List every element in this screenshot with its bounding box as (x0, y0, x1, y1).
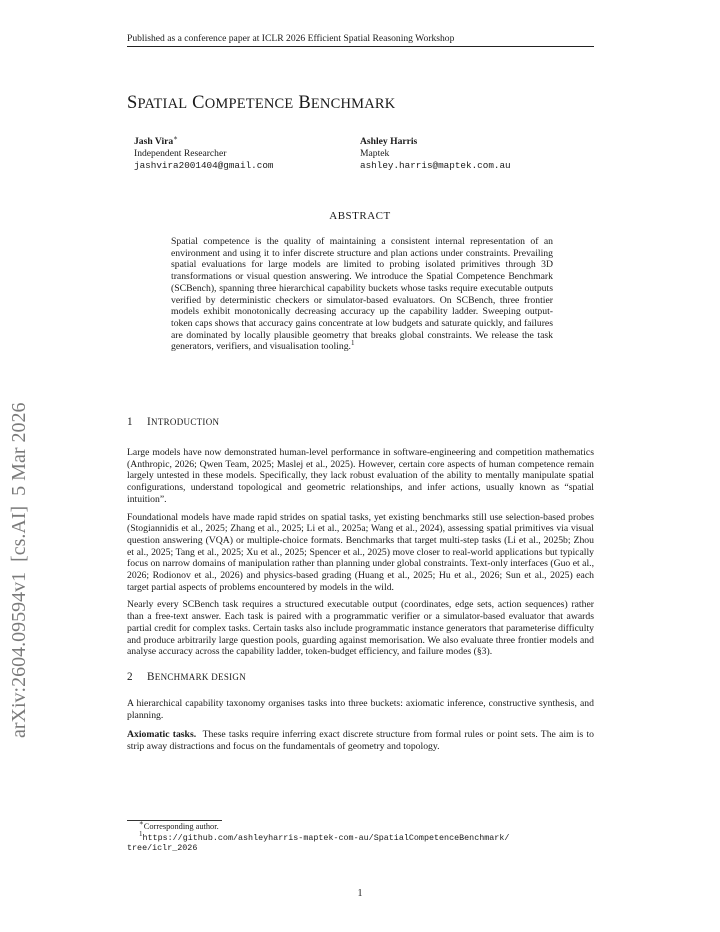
author-affiliation: Maptek (360, 148, 390, 160)
axiomatic-paragraph: Axiomatic tasks. These tasks require inferring exact discrete structure from formal rules or point sets. The aim is to strip away distractions and focus on the fundamentals of geometry and topology. (127, 729, 594, 753)
paragraph: Foundational models have made rapid strides on spatial tasks, yet existing benchmarks still use selection-based probes (Stogiannidis et al., 2025; Zhang et al., 2025; Li et al., 2025a; Wang et al., 2024), assessing spatial primitives via visual question answering (VQA) or multiple-choice formats. Benchmarks that target multi-step tasks (Li et al., 2025b; Zhou et al., 2025; Tang et al., 2025; Xu et al., 2025; Spencer et al., 2025) move closer to real-world applications but typically focus on narrow domains of manipulation rather than planning under global constraints. Text-only interfaces (Guo et al., 2026; Rodionov et al., 2026) and physics-based grading (Huang et al., 2025; Hu et al., 2026; Sun et al., 2025) each target partial aspects of problems encountered by models in the wild. (127, 511, 594, 593)
footnotes (127, 819, 617, 854)
abstract-body: Spatial competence is the quality of maintaining a consistent internal representation of an environment and using it to infer discrete structure and plan actions under constraints. Prevailing spatial evaluations for large models are limited to probing isolated primitives through 3D transformations or visual question answering. We introduce the Spatial Competence Benchmark (SCBench), spanning three hierarchical capability buckets whose tasks require executable outputs verified by deterministic checkers or simulator-based evaluators. On SCBench, three frontier models exhibit monotonically decreasing accuracy up the capability ladder. Sweeping output-token caps shows that accuracy gains concentrate at low budgets and saturate quickly, and failures are dominated by locally plausible geometry that breaks global constraints. We release the task generators, verifiers, and visualisation tooling.$^1$ (171, 236, 553, 353)
footnote-url[interactable]: $^1$https://github.com/ashleyharris-maptek-com-au/SpatialCompetenceBenchmark/ (139, 829, 510, 843)
page-number: 1 (357, 888, 363, 899)
footnote-corresponding: ∗Corresponding author. (139, 819, 219, 831)
abstract-heading: ABSTRACT (329, 210, 391, 222)
corresponding-mark: ∗ (173, 134, 178, 142)
section-heading-introduction: 1 INTRODUCTION (127, 416, 220, 428)
author-email[interactable]: jashvira2001404@gmail.com (134, 160, 274, 172)
paper-title: SPATIAL COMPETENCE BENCHMARK (127, 93, 396, 113)
author-block-2 (360, 136, 511, 173)
section-heading-benchmark-design: 2 BENCHMARK DESIGN (127, 671, 247, 683)
paragraph: Nearly every SCBench task requires a structured executable output (coordinates, edge sets, action sequences) rather than a free-text answer. Each task is paired with a programmatic verifier or a simulator-based evaluator that awards partial credit for complex tasks. Certain tasks also include programmatic instance generators that parameterise difficulty and produce arbitrarily large question pools, guarding against memorisation. We also evaluate three frontier models and analyse accuracy across the capability ladder, token-budget efficiency, and failure modes (§3). (127, 599, 594, 658)
author-name: Ashley Harris (360, 136, 418, 147)
footnote-mark[interactable]: 1 (350, 339, 355, 348)
paragraph: A hierarchical capability taxonomy organises tasks into three buckets: axiomatic inference, constructive synthesis, and planning. (127, 698, 594, 721)
footnote-url-continued[interactable]: tree/iclr_2026 (127, 843, 198, 854)
design-body (127, 698, 594, 759)
author-affiliation: Independent Researcher (134, 148, 227, 160)
arxiv-identifier: arXiv:2604.09594v1 [cs.AI] 5 Mar 2026 (8, 402, 30, 738)
introduction-body (127, 447, 594, 664)
run-in-heading: Axiomatic tasks. (127, 729, 197, 741)
running-header: Published as a conference paper at ICLR 2026 Efficient Spatial Reasoning Workshop (127, 33, 594, 47)
paragraph: Large models have now demonstrated human-level performance in software-engineering and competition mathematics (Anthropic, 2026; Qwen Team, 2025; Maslej et al., 2025). However, certain core aspects of human competence remain largely untested in these models. Specifically, they lack robust evaluation of the ability to mentally manipulate spatial configurations, understand topological and geometric relationships, and infer actions, usually known as “spatial intuition”. (127, 447, 594, 505)
author-name: Jash Vira (134, 136, 174, 147)
author-email[interactable]: ashley.harris@maptek.com.au (360, 160, 511, 172)
author-block-1 (134, 136, 273, 173)
